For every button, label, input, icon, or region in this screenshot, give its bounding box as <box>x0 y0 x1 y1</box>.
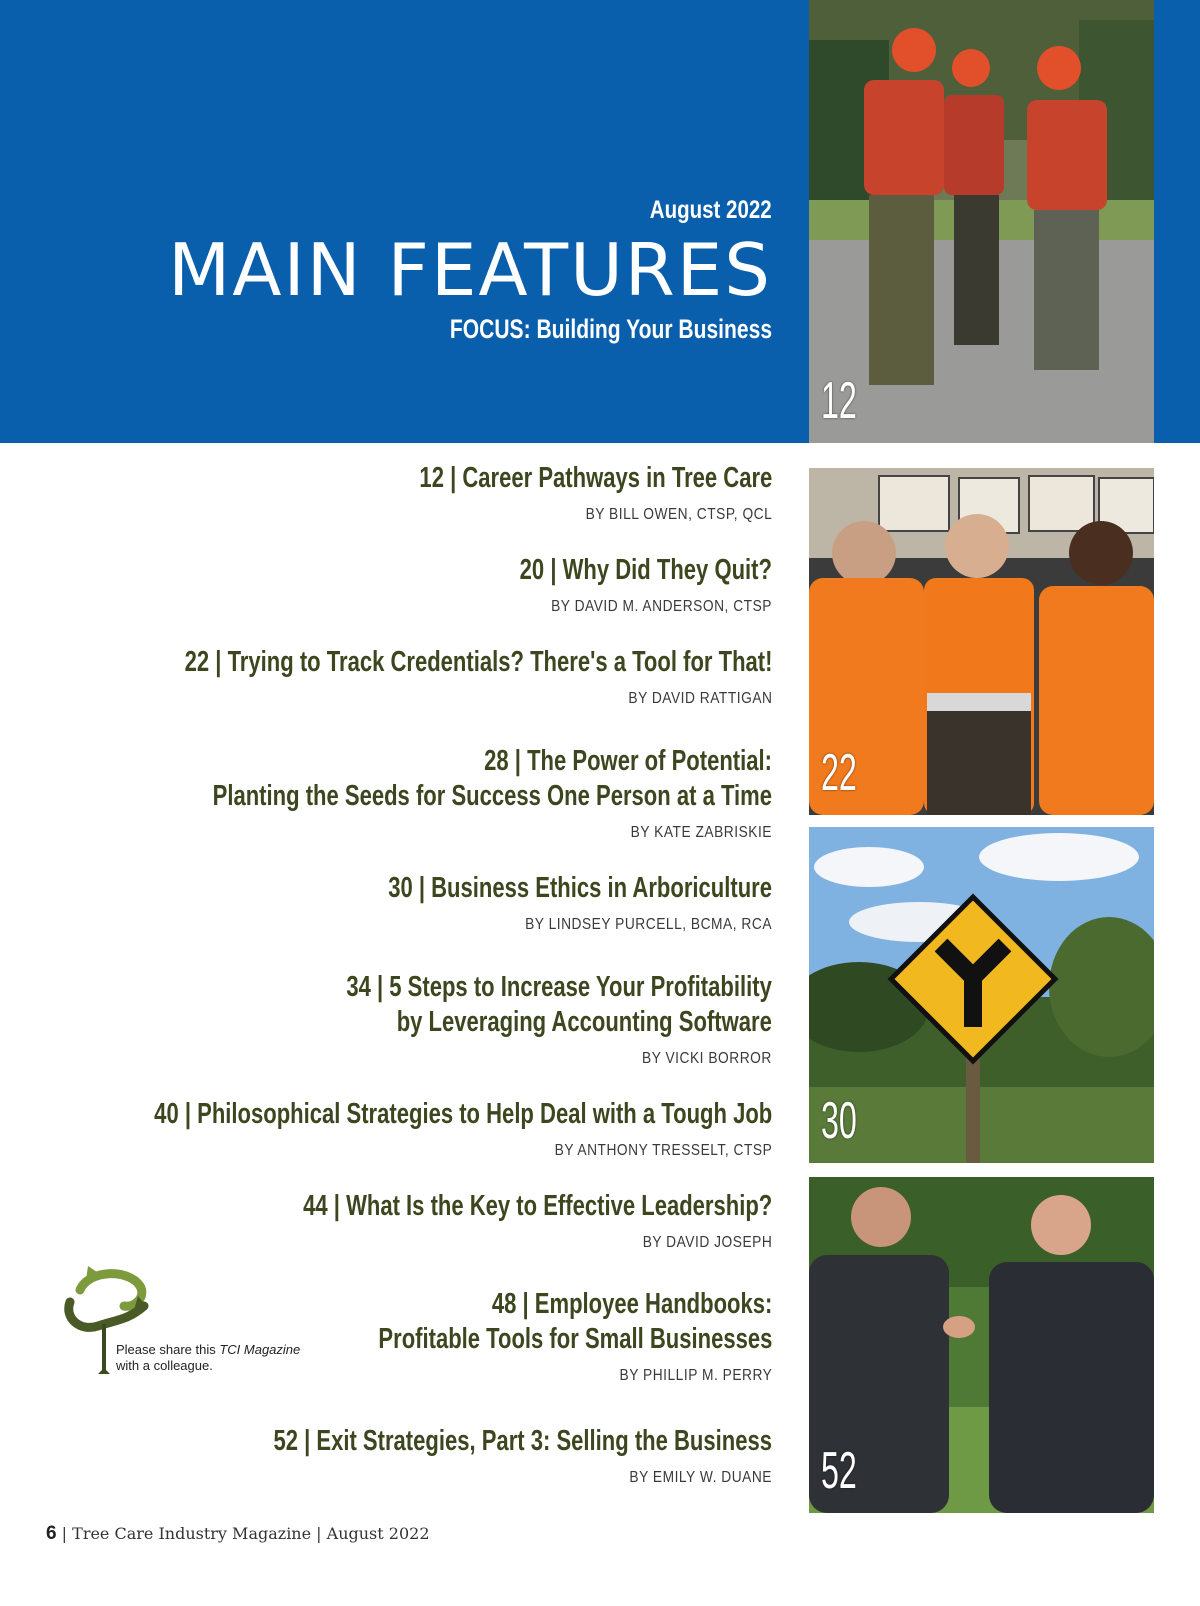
photo-page-number: 12 <box>821 372 857 430</box>
toc-title[interactable]: 20 | Why Did They Quit? <box>519 554 772 586</box>
toc-title[interactable]: 52 | Exit Strategies, Part 3: Selling the Business <box>273 1425 772 1457</box>
toc-author: BY BILL OWEN, CTSP, QCL <box>585 506 772 523</box>
toc-title[interactable]: 40 | Philosophical Strategies to Help Deal with a Tough Job <box>153 1098 772 1130</box>
toc-entry[interactable] <box>0 1097 772 1160</box>
toc-entry[interactable] <box>36 744 772 842</box>
toc-title-line2[interactable]: Profitable Tools for Small Businesses <box>378 1323 772 1355</box>
photo-page-number: 30 <box>821 1092 857 1150</box>
photo-page-number: 52 <box>821 1442 857 1500</box>
page-title: MAIN FEATURES <box>168 228 772 312</box>
toc-author: BY EMILY W. DUANE <box>629 1469 772 1486</box>
toc-title[interactable]: 44 | What Is the Key to Effective Leadership? <box>302 1190 772 1222</box>
photo-arborists <box>809 0 1154 443</box>
toc-entry[interactable] <box>116 1424 772 1487</box>
footer-text: | Tree Care Industry Magazine | August 2022 <box>56 1524 430 1543</box>
toc-title[interactable]: 34 | 5 Steps to Increase Your Profitability <box>346 971 772 1003</box>
toc-author: BY PHILLIP M. PERRY <box>619 1367 772 1384</box>
page-footer <box>46 1523 430 1545</box>
toc-entry[interactable] <box>212 970 772 1068</box>
toc-author: BY DAVID M. ANDERSON, CTSP <box>551 598 772 615</box>
toc-title-line2[interactable]: by Leveraging Accounting Software <box>396 1006 772 1038</box>
toc-entry[interactable] <box>0 645 772 708</box>
photo-page-number: 22 <box>821 744 857 802</box>
toc-title[interactable]: 22 | Trying to Track Credentials? There's a Tool for That! <box>184 646 772 678</box>
focus-subtitle: FOCUS: Building Your Business <box>449 314 772 344</box>
toc-author: BY ANTHONY TRESSELT, CTSP <box>554 1142 772 1159</box>
toc-entry[interactable] <box>440 553 772 616</box>
toc-title[interactable]: 48 | Employee Handbooks: <box>491 1288 772 1320</box>
toc-title[interactable]: 30 | Business Ethics in Arboriculture <box>388 872 772 904</box>
toc-entry[interactable] <box>308 461 772 524</box>
toc-author: BY LINDSEY PURCELL, BCMA, RCA <box>525 916 772 933</box>
toc-entry[interactable] <box>267 871 772 934</box>
issue-date: August 2022 <box>650 196 772 224</box>
toc-author: BY DAVID RATTIGAN <box>627 690 772 707</box>
photo-handshake <box>809 1177 1154 1513</box>
share-logo <box>58 1262 318 1382</box>
toc-title-line2[interactable]: Planting the Seeds for Success One Person at a Time <box>212 780 772 812</box>
photo-workers <box>809 468 1154 815</box>
toc-entry[interactable] <box>155 1189 772 1252</box>
toc-entry[interactable] <box>254 1287 772 1385</box>
toc-author: BY VICKI BORROR <box>642 1050 772 1067</box>
toc-title[interactable]: 28 | The Power of Potential: <box>484 745 772 777</box>
share-text: Please share this TCI Magazine with a colleague. <box>116 1342 301 1373</box>
photo-road-sign <box>809 827 1154 1163</box>
toc-author: BY DAVID JOSEPH <box>642 1234 772 1251</box>
page-number: 6 <box>46 1523 57 1544</box>
toc-title[interactable]: 12 | Career Pathways in Tree Care <box>419 462 772 494</box>
toc-author: BY KATE ZABRISKIE <box>630 824 772 841</box>
